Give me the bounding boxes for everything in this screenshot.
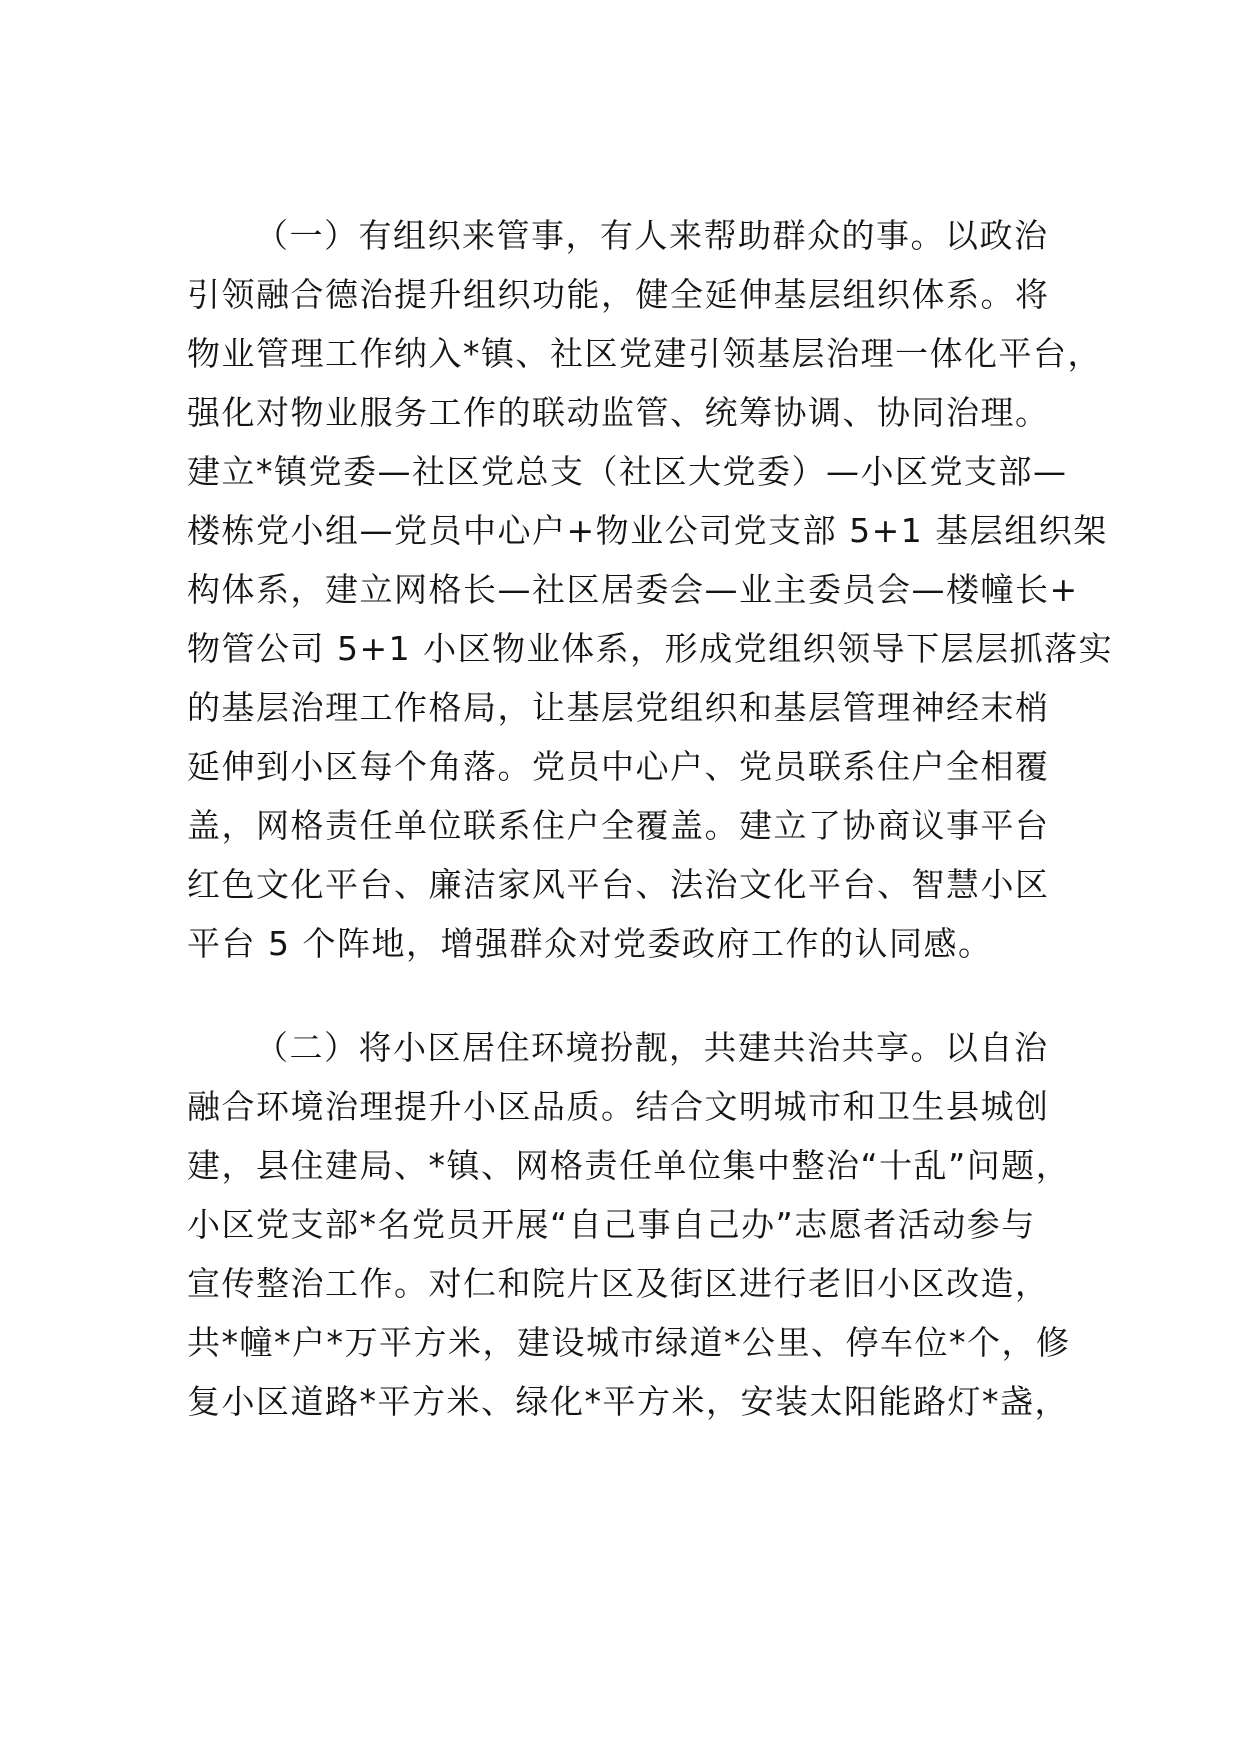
text-line: 盖，网格责任单位联系住户全覆盖。建立了协商议事平台 (187, 806, 1050, 845)
text-line: 引领融合德治提升组织功能，健全延伸基层组织体系。将 (187, 275, 1050, 314)
text-line: 建立*镇党委—社区党总支（社区大党委）—小区党支部— (187, 452, 1068, 491)
text-line: 复小区道路*平方米、绿化*平方米，安装太阳能路灯*盏， (187, 1382, 1069, 1421)
text-line: 平台 5 个阵地，增强群众对党委政府工作的认同感。 (187, 924, 993, 963)
text-line: （二）将小区居住环境扮靓，共建共治共享。以自治 (255, 1028, 1049, 1067)
text-line: 宣传整治工作。对仁和院片区及街区进行老旧小区改造， (187, 1264, 1050, 1303)
text-line: 延伸到小区每个角落。党员中心户、党员联系住户全相覆 (187, 747, 1050, 786)
text-line: 红色文化平台、廉洁家风平台、法治文化平台、智慧小区 (187, 865, 1050, 904)
text-line: 建，县住建局、*镇、网格责任单位集中整治“十乱”问题， (187, 1146, 1071, 1185)
text-line: 楼栋党小组—党员中心户+物业公司党支部 5+1 基层组织架 (187, 511, 1108, 550)
text-line: 的基层治理工作格局，让基层党组织和基层管理神经末梢 (187, 688, 1050, 727)
text-line: 强化对物业服务工作的联动监管、统筹协调、协同治理。 (187, 393, 1050, 432)
text-line: 物业管理工作纳入*镇、社区党建引领基层治理一体化平台， (187, 334, 1102, 373)
text-line: （一）有组织来管事，有人来帮助群众的事。以政治 (255, 216, 1049, 255)
text-line: 物管公司 5+1 小区物业体系，形成党组织领导下层层抓落实 (187, 629, 1114, 668)
text-line: 融合环境治理提升小区品质。结合文明城市和卫生县城创 (187, 1087, 1050, 1126)
text-line: 小区党支部*名党员开展“自己事自己办”志愿者活动参与 (187, 1205, 1036, 1244)
text-line: 共*幢*户*万平方米，建设城市绿道*公里、停车位*个，修 (187, 1323, 1071, 1362)
text-line: 构体系，建立网格长—社区居委会—业主委员会—楼幢长+ (187, 570, 1079, 609)
